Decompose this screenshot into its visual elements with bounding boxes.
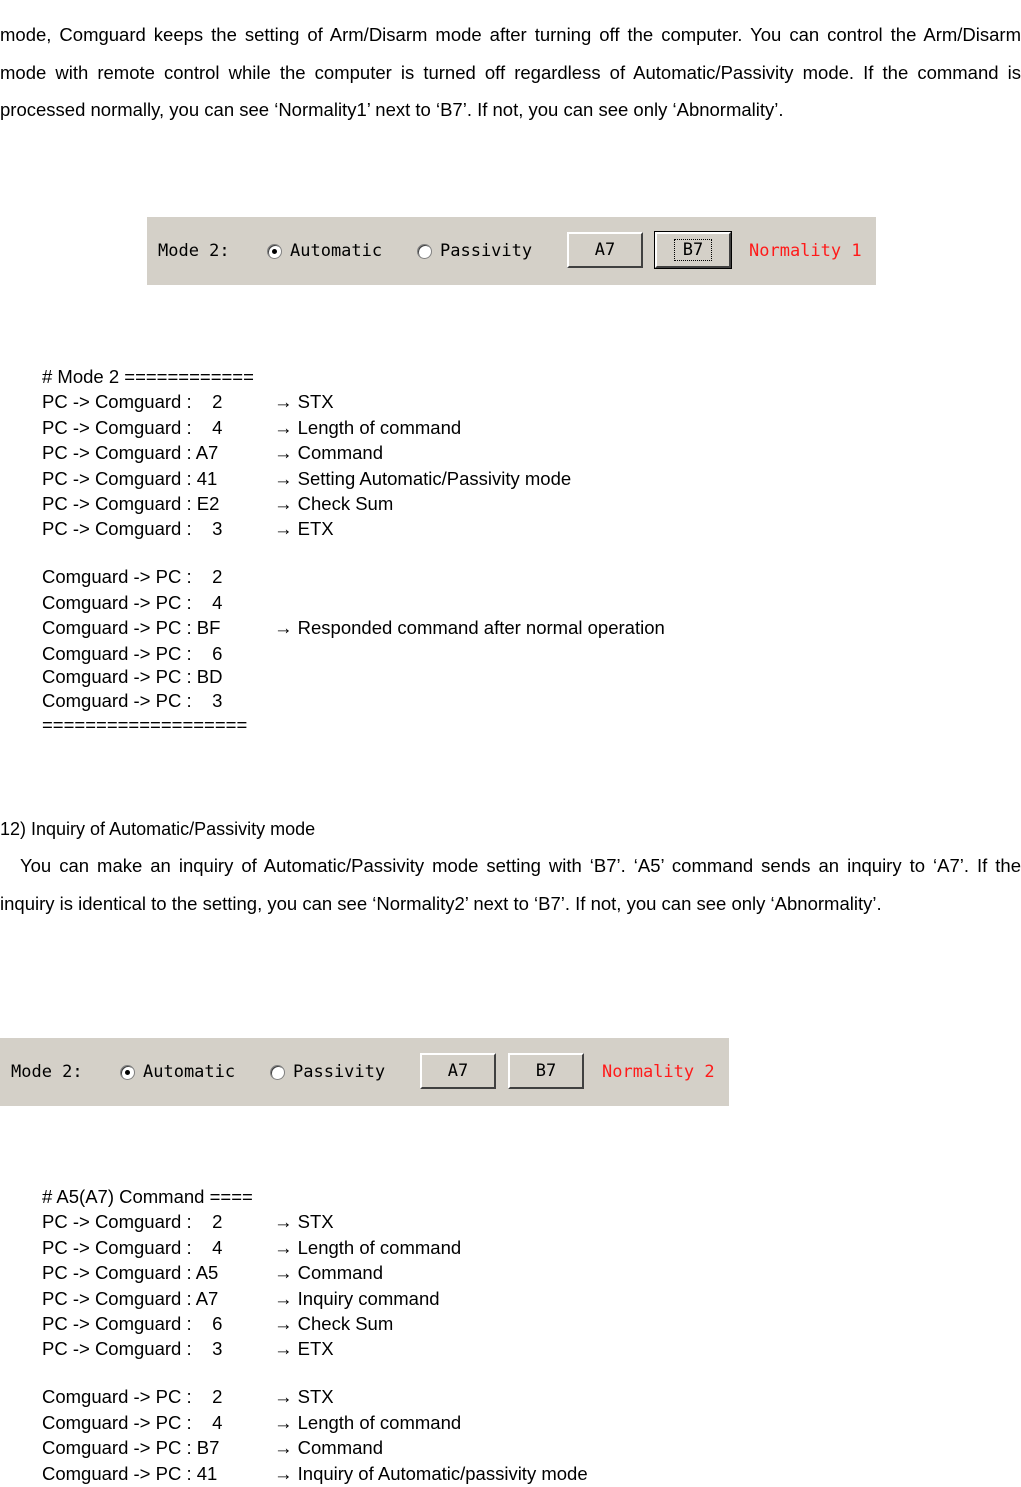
code-line: PC -> Comguard : 6 → Check Sum — [42, 1312, 394, 1334]
b7-button[interactable]: B7 — [655, 232, 731, 268]
radio-passivity-label: Passivity — [440, 241, 533, 261]
mode-label: Mode 2: — [11, 1062, 83, 1082]
code-line: Comguard -> PC : 3 — [42, 689, 223, 711]
code-line: Comguard -> PC : BD — [42, 665, 223, 687]
radio-passivity-label: Passivity — [293, 1062, 386, 1082]
radio-passivity[interactable] — [417, 217, 532, 285]
a7-button[interactable]: A7 — [420, 1053, 496, 1089]
code-header: # Mode 2 ============ — [42, 366, 254, 387]
status-text: Normality 2 — [602, 1062, 715, 1082]
code-line: Comguard -> PC : 41 → Inquiry of Automatic/passivity mode — [42, 1462, 588, 1484]
radio-passivity[interactable] — [270, 1038, 385, 1106]
section-paragraph: You can make an inquiry of Automatic/Passivity mode setting with ‘B7’. ‘A5’ command sends an inquiry to ‘A7’. If the inquiry is identical to the setting, you can see ‘Normality2’ next to ‘B7’. If not, you can see only ‘Abnormality’. — [0, 855, 1021, 914]
code-line: PC -> Comguard : 3 → ETX — [42, 1338, 334, 1360]
radio-checked-icon — [267, 244, 282, 259]
radio-automatic-label: Automatic — [143, 1062, 236, 1082]
intro-paragraph: mode, Comguard keeps the setting of Arm/Disarm mode after turning off the computer. You can control the Arm/Disarm mode with remote control while the computer is turned off regardless of Automatic/Passivity mode. If the command is processed normally, you can see ‘Normality1’ next to ‘B7’. If not, you can see only ‘Abnormality’. — [0, 24, 1021, 120]
radio-unchecked-icon — [270, 1065, 285, 1080]
radio-automatic[interactable] — [120, 1038, 235, 1106]
mode2-panel-2 — [0, 1038, 729, 1106]
code-line: Comguard -> PC : BF → Responded command after normal operation — [42, 617, 665, 639]
code-block-a5a7 — [42, 1184, 588, 1486]
radio-automatic-label: Automatic — [290, 241, 383, 261]
code-line: PC -> Comguard : A5 → Command — [42, 1262, 383, 1284]
code-footer: =================== — [42, 713, 248, 735]
code-line: PC -> Comguard : 4 → Length of command — [42, 416, 462, 438]
code-line: PC -> Comguard : E2 → Check Sum — [42, 492, 394, 514]
code-line: Comguard -> PC : 4 → Length of command — [42, 1411, 462, 1433]
code-line: PC -> Comguard : 4 → Length of command — [42, 1236, 462, 1258]
code-line: PC -> Comguard : 41 → Setting Automatic/Passivity mode — [42, 467, 572, 489]
code-line: PC -> Comguard : A7 → Inquiry command — [42, 1287, 440, 1309]
code-line: Comguard -> PC : 2 → STX — [42, 1386, 334, 1408]
b7-button[interactable]: B7 — [508, 1053, 584, 1089]
code-line: PC -> Comguard : 3 → ETX — [42, 518, 334, 540]
radio-checked-icon — [120, 1065, 135, 1080]
radio-unchecked-icon — [417, 244, 432, 259]
code-line: PC -> Comguard : 2 → STX — [42, 1211, 334, 1233]
section-heading: 12) Inquiry of Automatic/Passivity mode — [0, 819, 316, 839]
code-line: PC -> Comguard : A7 → Command — [42, 442, 383, 464]
a7-button[interactable]: A7 — [567, 232, 643, 268]
code-line: PC -> Comguard : 2 → STX — [42, 391, 334, 413]
code-line: Comguard -> PC : 2 — [42, 566, 223, 588]
code-block-mode2 — [42, 364, 665, 737]
status-text: Normality 1 — [749, 241, 862, 261]
mode2-panel-1 — [147, 217, 876, 285]
code-line: Comguard -> PC : 4 — [42, 591, 223, 613]
code-header: # A5(A7) Command ==== — [42, 1186, 253, 1207]
code-line: Comguard -> PC : 6 — [42, 642, 223, 664]
radio-automatic[interactable] — [267, 217, 382, 285]
mode-label: Mode 2: — [158, 241, 230, 261]
code-line: Comguard -> PC : B7 → Command — [42, 1437, 383, 1459]
